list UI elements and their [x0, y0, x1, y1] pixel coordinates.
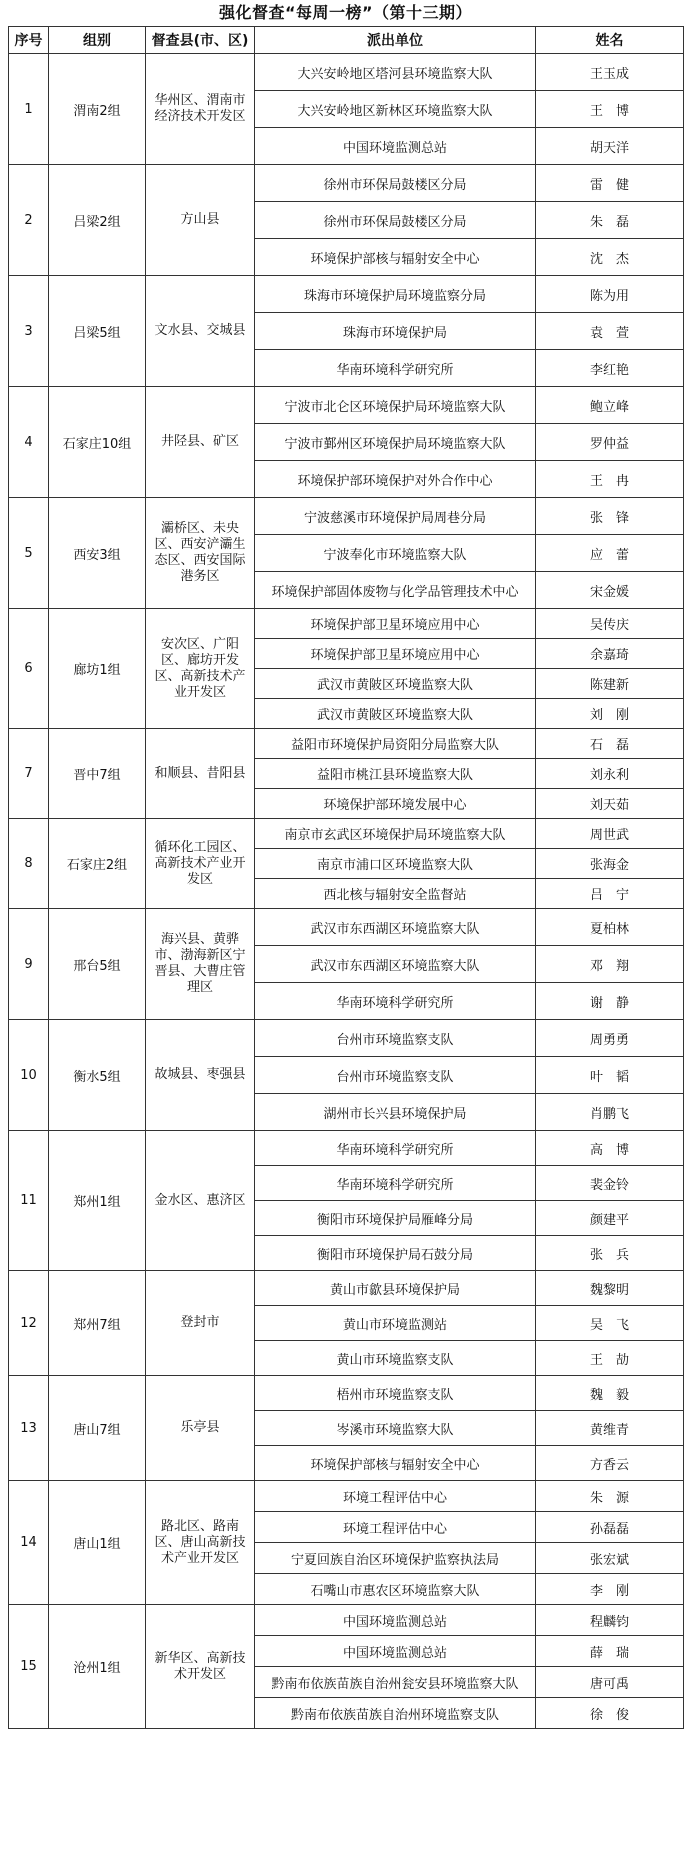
unit-cell: 黄山市歙县环境保护局 — [255, 1271, 536, 1306]
table-row — [9, 1131, 684, 1166]
group-number-cell: 3 — [9, 276, 49, 387]
unit-cell: 徐州市环保局鼓楼区分局 — [255, 202, 536, 239]
group-county-cell: 循环化工园区、高新技术产业开发区 — [146, 819, 255, 909]
group-number-cell: 5 — [9, 498, 49, 609]
name-cell: 方香云 — [536, 1446, 684, 1481]
table-row — [9, 1481, 684, 1512]
name-cell: 李 刚 — [536, 1574, 684, 1605]
name-cell: 朱 磊 — [536, 202, 684, 239]
unit-cell: 宁波慈溪市环境保护局周巷分局 — [255, 498, 536, 535]
name-cell: 张宏斌 — [536, 1543, 684, 1574]
group-county-cell: 登封市 — [146, 1271, 255, 1376]
unit-cell: 宁波市鄞州区环境保护局环境监察大队 — [255, 424, 536, 461]
group-county-cell: 文水县、交城县 — [146, 276, 255, 387]
table-row — [9, 1376, 684, 1411]
supervision-table — [8, 26, 684, 1729]
group-team-cell: 唐山1组 — [49, 1481, 146, 1605]
group-county-cell: 灞桥区、未央区、西安浐灞生态区、西安国际港务区 — [146, 498, 255, 609]
group-number-cell: 6 — [9, 609, 49, 729]
unit-cell: 西北核与辐射安全监督站 — [255, 879, 536, 909]
unit-cell: 衡阳市环境保护局雁峰分局 — [255, 1201, 536, 1236]
name-cell: 雷 健 — [536, 165, 684, 202]
unit-cell: 宁夏回族自治区环境保护监察执法局 — [255, 1543, 536, 1574]
name-cell: 周世武 — [536, 819, 684, 849]
group-number-cell: 7 — [9, 729, 49, 819]
group-county-cell: 华州区、渭南市经济技术开发区 — [146, 54, 255, 165]
group-team-cell: 吕梁2组 — [49, 165, 146, 276]
name-cell: 叶 韬 — [536, 1057, 684, 1094]
group-county-cell: 海兴县、黄骅市、渤海新区宁晋县、大曹庄管理区 — [146, 909, 255, 1020]
header-team: 组别 — [49, 27, 146, 54]
unit-cell: 武汉市黄陂区环境监察大队 — [255, 699, 536, 729]
name-cell: 黄维青 — [536, 1411, 684, 1446]
name-cell: 胡天洋 — [536, 128, 684, 165]
group-number-cell: 15 — [9, 1605, 49, 1729]
name-cell: 徐 俊 — [536, 1698, 684, 1729]
group-county-cell: 新华区、高新技术开发区 — [146, 1605, 255, 1729]
unit-cell: 台州市环境监察支队 — [255, 1020, 536, 1057]
unit-cell: 珠海市环境保护局环境监察分局 — [255, 276, 536, 313]
name-cell: 应 蕾 — [536, 535, 684, 572]
table-row — [9, 276, 684, 313]
name-cell: 刘永利 — [536, 759, 684, 789]
group-team-cell: 郑州1组 — [49, 1131, 146, 1271]
page-title: 强化督查“每周一榜”（第十三期） — [218, 3, 473, 22]
table-row — [9, 1020, 684, 1057]
group-number-cell: 1 — [9, 54, 49, 165]
group-number-cell: 4 — [9, 387, 49, 498]
group-county-cell: 乐亭县 — [146, 1376, 255, 1481]
unit-cell: 环境工程评估中心 — [255, 1512, 536, 1543]
unit-cell: 华南环境科学研究所 — [255, 350, 536, 387]
group-team-cell: 渭南2组 — [49, 54, 146, 165]
name-cell: 颜建平 — [536, 1201, 684, 1236]
name-cell: 朱 源 — [536, 1481, 684, 1512]
unit-cell: 黔南布依族苗族自治州环境监察支队 — [255, 1698, 536, 1729]
unit-cell: 南京市浦口区环境监察大队 — [255, 849, 536, 879]
group-team-cell: 晋中7组 — [49, 729, 146, 819]
name-cell: 王玉成 — [536, 54, 684, 91]
name-cell: 王 劼 — [536, 1341, 684, 1376]
group-number-cell: 10 — [9, 1020, 49, 1131]
group-team-cell: 西安3组 — [49, 498, 146, 609]
table-row — [9, 387, 684, 424]
table-row — [9, 609, 684, 639]
unit-cell: 武汉市东西湖区环境监察大队 — [255, 946, 536, 983]
unit-cell: 华南环境科学研究所 — [255, 983, 536, 1020]
table-header-row — [9, 27, 684, 54]
unit-cell: 环境保护部卫星环境应用中心 — [255, 639, 536, 669]
name-cell: 刘 刚 — [536, 699, 684, 729]
unit-cell: 宁波市北仑区环境保护局环境监察大队 — [255, 387, 536, 424]
unit-cell: 岑溪市环境监察大队 — [255, 1411, 536, 1446]
name-cell: 裴金铃 — [536, 1166, 684, 1201]
group-county-cell: 路北区、路南区、唐山高新技术产业开发区 — [146, 1481, 255, 1605]
name-cell: 鲍立峰 — [536, 387, 684, 424]
unit-cell: 中国环境监测总站 — [255, 128, 536, 165]
unit-cell: 武汉市东西湖区环境监察大队 — [255, 909, 536, 946]
group-number-cell: 9 — [9, 909, 49, 1020]
name-cell: 刘天茹 — [536, 789, 684, 819]
group-team-cell: 石家庄2组 — [49, 819, 146, 909]
group-number-cell: 12 — [9, 1271, 49, 1376]
unit-cell: 梧州市环境监察支队 — [255, 1376, 536, 1411]
unit-cell: 中国环境监测总站 — [255, 1636, 536, 1667]
name-cell: 高 博 — [536, 1131, 684, 1166]
unit-cell: 黄山市环境监察支队 — [255, 1341, 536, 1376]
name-cell: 沈 杰 — [536, 239, 684, 276]
table-row — [9, 909, 684, 946]
table-row — [9, 819, 684, 849]
name-cell: 周勇勇 — [536, 1020, 684, 1057]
group-number-cell: 13 — [9, 1376, 49, 1481]
name-cell: 余嘉琦 — [536, 639, 684, 669]
name-cell: 张 兵 — [536, 1236, 684, 1271]
group-number-cell: 11 — [9, 1131, 49, 1271]
group-county-cell: 安次区、广阳区、廊坊开发区、高新技术产业开发区 — [146, 609, 255, 729]
table-row — [9, 165, 684, 202]
name-cell: 吕 宁 — [536, 879, 684, 909]
name-cell: 肖鹏飞 — [536, 1094, 684, 1131]
group-county-cell: 井陉县、矿区 — [146, 387, 255, 498]
group-number-cell: 8 — [9, 819, 49, 909]
header-name: 姓名 — [536, 27, 684, 54]
name-cell: 王 冉 — [536, 461, 684, 498]
unit-cell: 环境工程评估中心 — [255, 1481, 536, 1512]
unit-cell: 宁波奉化市环境监察大队 — [255, 535, 536, 572]
group-team-cell: 沧州1组 — [49, 1605, 146, 1729]
unit-cell: 华南环境科学研究所 — [255, 1166, 536, 1201]
group-team-cell: 廊坊1组 — [49, 609, 146, 729]
table-body — [9, 54, 684, 1729]
unit-cell: 益阳市环境保护局资阳分局监察大队 — [255, 729, 536, 759]
name-cell: 魏 毅 — [536, 1376, 684, 1411]
name-cell: 夏柏林 — [536, 909, 684, 946]
group-county-cell: 和顺县、昔阳县 — [146, 729, 255, 819]
unit-cell: 大兴安岭地区新林区环境监察大队 — [255, 91, 536, 128]
unit-cell: 环境保护部固体废物与化学品管理技术中心 — [255, 572, 536, 609]
table-row — [9, 1271, 684, 1306]
unit-cell: 华南环境科学研究所 — [255, 1131, 536, 1166]
table-row — [9, 54, 684, 91]
name-cell: 张 锋 — [536, 498, 684, 535]
group-team-cell: 石家庄10组 — [49, 387, 146, 498]
name-cell: 张海金 — [536, 849, 684, 879]
table-row — [9, 729, 684, 759]
name-cell: 程麟钧 — [536, 1605, 684, 1636]
name-cell: 孙磊磊 — [536, 1512, 684, 1543]
group-number-cell: 14 — [9, 1481, 49, 1605]
group-county-cell: 故城县、枣强县 — [146, 1020, 255, 1131]
unit-cell: 环境保护部核与辐射安全中心 — [255, 239, 536, 276]
name-cell: 唐可禹 — [536, 1667, 684, 1698]
name-cell: 王 博 — [536, 91, 684, 128]
table-row — [9, 498, 684, 535]
header-county: 督查县(市、区) — [146, 27, 255, 54]
name-cell: 吴 飞 — [536, 1306, 684, 1341]
unit-cell: 武汉市黄陂区环境监察大队 — [255, 669, 536, 699]
unit-cell: 中国环境监测总站 — [255, 1605, 536, 1636]
unit-cell: 石嘴山市惠农区环境监察大队 — [255, 1574, 536, 1605]
unit-cell: 环境保护部环境发展中心 — [255, 789, 536, 819]
name-cell: 石 磊 — [536, 729, 684, 759]
name-cell: 魏黎明 — [536, 1271, 684, 1306]
group-team-cell: 吕梁5组 — [49, 276, 146, 387]
group-team-cell: 衡水5组 — [49, 1020, 146, 1131]
name-cell: 罗仲益 — [536, 424, 684, 461]
unit-cell: 环境保护部卫星环境应用中心 — [255, 609, 536, 639]
name-cell: 袁 萱 — [536, 313, 684, 350]
unit-cell: 珠海市环境保护局 — [255, 313, 536, 350]
group-team-cell: 唐山7组 — [49, 1376, 146, 1481]
unit-cell: 黔南布依族苗族自治州瓮安县环境监察大队 — [255, 1667, 536, 1698]
name-cell: 陈建新 — [536, 669, 684, 699]
unit-cell: 益阳市桃江县环境监察大队 — [255, 759, 536, 789]
unit-cell: 徐州市环保局鼓楼区分局 — [255, 165, 536, 202]
name-cell: 宋金媛 — [536, 572, 684, 609]
group-county-cell: 方山县 — [146, 165, 255, 276]
header-unit: 派出单位 — [255, 27, 536, 54]
group-team-cell: 郑州7组 — [49, 1271, 146, 1376]
name-cell: 陈为用 — [536, 276, 684, 313]
unit-cell: 南京市玄武区环境保护局环境监察大队 — [255, 819, 536, 849]
group-team-cell: 邢台5组 — [49, 909, 146, 1020]
name-cell: 吴传庆 — [536, 609, 684, 639]
group-number-cell: 2 — [9, 165, 49, 276]
group-county-cell: 金水区、惠济区 — [146, 1131, 255, 1271]
unit-cell: 黄山市环境监测站 — [255, 1306, 536, 1341]
name-cell: 邓 翔 — [536, 946, 684, 983]
unit-cell: 台州市环境监察支队 — [255, 1057, 536, 1094]
unit-cell: 大兴安岭地区塔河县环境监察大队 — [255, 54, 536, 91]
unit-cell: 环境保护部环境保护对外合作中心 — [255, 461, 536, 498]
unit-cell: 环境保护部核与辐射安全中心 — [255, 1446, 536, 1481]
unit-cell: 衡阳市环境保护局石鼓分局 — [255, 1236, 536, 1271]
name-cell: 薛 瑞 — [536, 1636, 684, 1667]
unit-cell: 湖州市长兴县环境保护局 — [255, 1094, 536, 1131]
name-cell: 谢 静 — [536, 983, 684, 1020]
name-cell: 李红艳 — [536, 350, 684, 387]
header-no: 序号 — [9, 27, 49, 54]
table-row — [9, 1605, 684, 1636]
